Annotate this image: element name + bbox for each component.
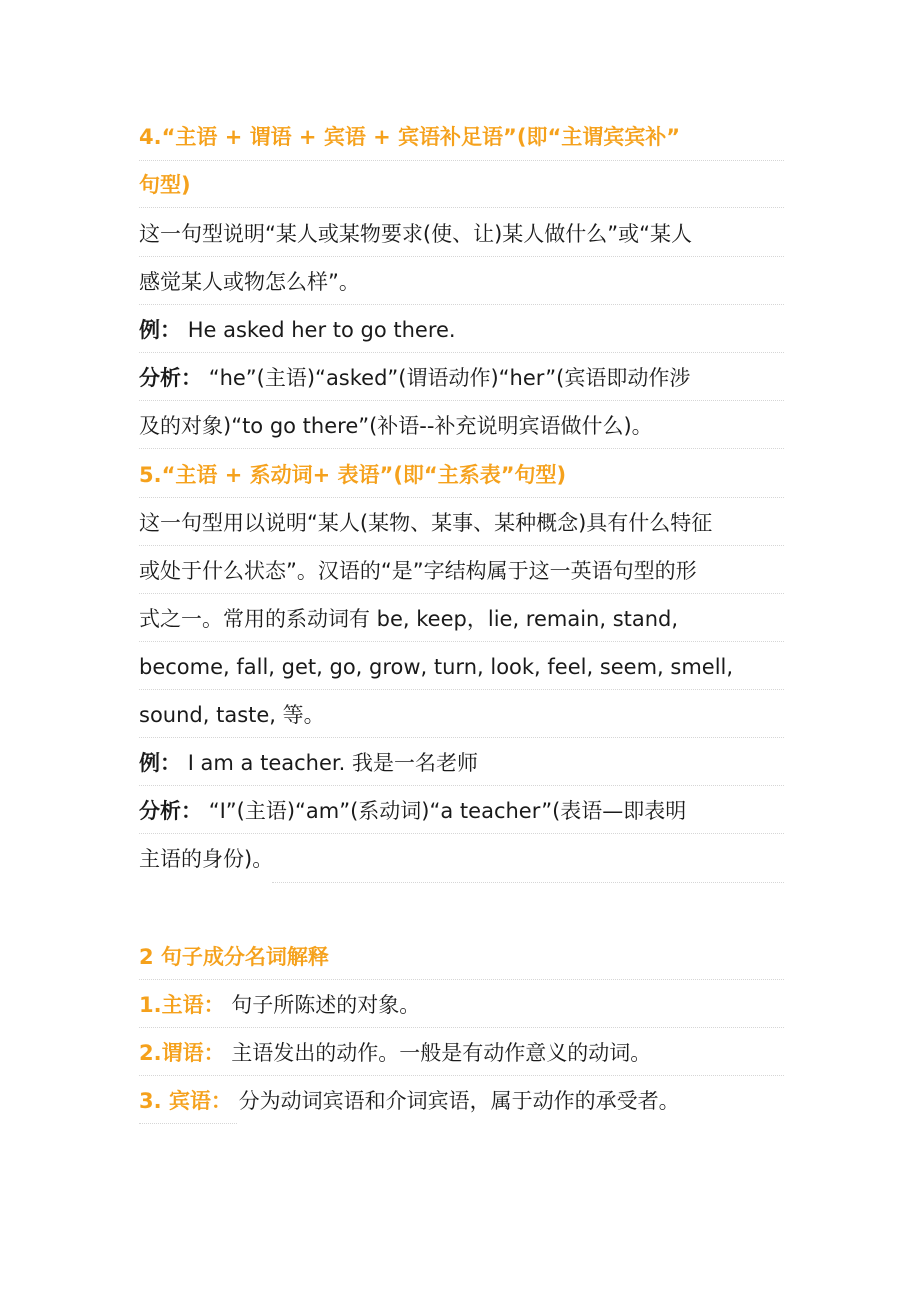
pattern5-desc-line1: 这一句型用以说明“某人(某物、某事、某种概念)具有什么特征: [139, 511, 713, 535]
pattern4-analysis-line2: 及的对象)“to go there”(补语--补充说明宾语做什么)。: [139, 414, 653, 438]
pattern5-desc-line5: sound, taste, 等。: [139, 703, 325, 727]
component-text: 分为动词宾语和介词宾语，属于动作的承受者。: [238, 1089, 680, 1113]
example-label: 例：: [139, 751, 181, 775]
rule-divider: [139, 1027, 784, 1028]
rule-divider: [139, 304, 784, 305]
pattern4-heading-line1: 4.“主语 + 谓语 + 宾语 + 宾语补足语”(即“主谓宾宾补”: [139, 125, 681, 149]
analysis-label: 分析：: [139, 366, 202, 390]
pattern4-heading-line2: 句型): [139, 173, 191, 197]
rule-divider: [139, 1075, 784, 1076]
rule-divider: [139, 979, 784, 980]
rule-divider: [139, 737, 784, 738]
pattern4-example: [139, 315, 784, 345]
components-heading: 2 句子成分名词解释: [139, 945, 329, 969]
rule-divider: [139, 400, 784, 401]
component-label: 3. 宾语：: [139, 1089, 232, 1113]
example-label: 例：: [139, 318, 181, 342]
rule-divider: [139, 497, 784, 498]
rule-divider: [139, 256, 784, 257]
rule-divider: [139, 1123, 237, 1124]
rule-divider: [139, 352, 784, 353]
pattern5-analysis-line1: [139, 796, 784, 826]
example-text: He asked her to go there.: [187, 318, 456, 342]
rule-divider: [139, 207, 784, 208]
pattern5-heading: 5.“主语 + 系动词+ 表语”(即“主系表”句型): [139, 463, 567, 487]
rule-divider: [139, 593, 784, 594]
pattern4-desc-line2: 感觉某人或物怎么样”。: [139, 270, 360, 294]
pattern5-desc-line2: 或处于什么状态”。汉语的“是”字结构属于这一英语句型的形: [139, 559, 697, 583]
pattern5-example: [139, 748, 784, 778]
rule-divider: [272, 882, 784, 883]
analysis-text: “I”(主语)“am”(系动词)“a teacher”(表语—即表明: [208, 799, 687, 823]
component-label: 1.主语：: [139, 993, 225, 1017]
rule-divider: [139, 689, 784, 690]
component-label: 2.谓语：: [139, 1041, 225, 1065]
analysis-text: “he”(主语)“asked”(谓语动作)“her”(宾语即动作涉: [208, 366, 691, 390]
rule-divider: [139, 833, 784, 834]
component-item-predicate: [139, 1038, 784, 1068]
component-text: 句子所陈述的对象。: [231, 993, 421, 1017]
pattern4-analysis-line1: [139, 363, 784, 393]
rule-divider: [139, 785, 784, 786]
rule-divider: [139, 641, 784, 642]
component-item-subject: [139, 990, 784, 1020]
pattern5-analysis-line2: 主语的身份)。: [139, 847, 274, 871]
analysis-label: 分析：: [139, 799, 202, 823]
component-text: 主语发出的动作。一般是有动作意义的动词。: [231, 1041, 652, 1065]
pattern5-desc-line3: 式之一。常用的系动词有 be, keep，lie, remain, stand,: [139, 607, 679, 631]
component-item-object: [139, 1086, 784, 1116]
rule-divider: [139, 448, 784, 449]
pattern5-desc-line4: become, fall, get, go, grow, turn, look, feel, seem, smell,: [139, 655, 734, 679]
pattern4-desc-line1: 这一句型说明“某人或某物要求(使、让)某人做什么”或“某人: [139, 222, 693, 246]
example-text: I am a teacher. 我是一名老师: [187, 751, 478, 775]
rule-divider: [139, 160, 784, 161]
rule-divider: [139, 545, 784, 546]
